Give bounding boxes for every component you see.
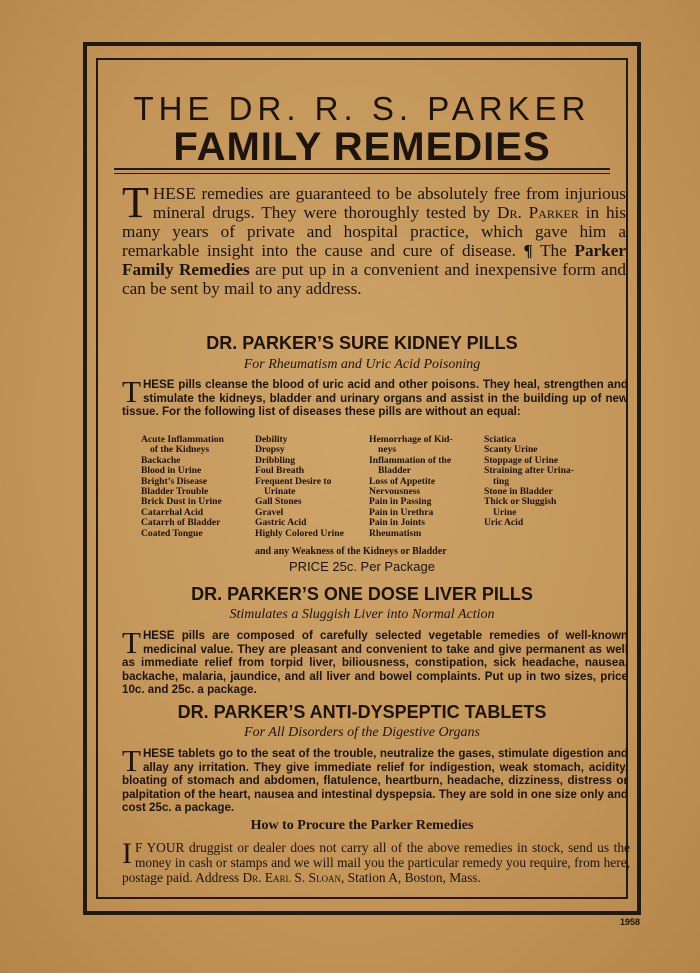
- disease-item: Sciatica: [484, 434, 516, 445]
- disease-item: Highly Colored Urine: [255, 527, 344, 539]
- liver-paragraph: [122, 625, 628, 697]
- procure-dr-sloan: Dr. Earl S. Sloan: [242, 870, 341, 885]
- pilcrow-icon: ¶: [523, 241, 533, 260]
- disease-item: Uric Acid: [484, 517, 524, 529]
- disease-item: Coated Tongue: [141, 527, 203, 539]
- disease-item: Stoppage of Urine: [484, 454, 559, 466]
- disease-column-2: [255, 435, 344, 539]
- disease-item: Dribbling: [255, 454, 295, 466]
- disease-item: Nervousness: [369, 486, 421, 498]
- kidney-dropcap: T: [122, 374, 141, 409]
- disease-item: Pain in Passing: [369, 496, 432, 508]
- disease-item: ting: [493, 475, 509, 487]
- outer-border: [83, 42, 641, 915]
- dyspeptic-subheading: For All Disorders of the Digestive Organs: [244, 725, 480, 740]
- dyspeptic-body: HESE tablets go to the seat of the trouble, neutralize the gases, stimulate digestion and allay any irritation. They give immediate relief for indigestion, weak stomach, acidity, bloating of stomach and abdomen, flatulence, heartburn, headache, dizziness, distress or palpitation of the heart, nausea and intestinal dyspepsia. They are sold in one size only and cost 25c. a package.: [122, 747, 628, 815]
- kidney-price: PRICE 25c. Per Package: [289, 559, 435, 574]
- intro-text-1: HESE remedies are guaranteed to be absolutely free from injurious mineral drugs. They were thoroughly tested by: [152, 184, 626, 222]
- disease-item: Backache: [141, 454, 181, 466]
- title-rule-thin: [114, 173, 610, 174]
- disease-column-4: [484, 435, 574, 529]
- liver-heading: DR. PARKER’S ONE DOSE LIVER PILLS: [191, 584, 533, 604]
- kidney-subheading: For Rheumatism and Uric Acid Poisoning: [243, 357, 481, 372]
- disease-item: Straining after Urina-: [484, 465, 574, 477]
- dyspeptic-dropcap: T: [122, 743, 141, 778]
- intro-text-4: are put up in a convenient and inexpensive form and can be sent by mail to any address.: [122, 260, 627, 298]
- intro-paragraph: [122, 178, 627, 298]
- disease-item: Gall Stones: [255, 496, 302, 508]
- intro-text-3: The: [532, 241, 575, 260]
- inner-border: [96, 58, 628, 899]
- disease-item: Rheumatism: [369, 527, 422, 539]
- disease-item: Thick or Sluggish: [484, 496, 557, 508]
- disease-item: Inflammation of the: [369, 454, 452, 466]
- disease-column-3: [369, 435, 453, 539]
- disease-item: Catarrh of Bladder: [141, 517, 221, 529]
- disease-item: Hemorrhage of Kid-: [369, 434, 453, 445]
- disease-item: Blood in Urine: [141, 465, 202, 477]
- dyspeptic-paragraph: [122, 743, 628, 815]
- procure-text-1: F YOUR druggist or dealer does not carry all of the above remedies in stock, send us the money in cash or stamps and we will mail you the particular remedy you require, from here, postage paid. Address: [122, 840, 630, 885]
- title-rule-thick: [114, 168, 610, 170]
- dyspeptic-heading: DR. PARKER’S ANTI-DYSPEPTIC TABLETS: [177, 702, 547, 722]
- disease-item: Foul Breath: [255, 465, 305, 477]
- intro-brand: Parker Family Remedies: [122, 241, 626, 279]
- disease-item: Acute Inflammation: [141, 434, 224, 445]
- intro-dropcap: T: [122, 178, 149, 227]
- procure-dropcap: I: [122, 837, 132, 870]
- disease-item: Bright’s Disease: [141, 475, 207, 487]
- title-line-1: THE DR. R. S. PARKER: [133, 90, 591, 127]
- disease-item: Debility: [255, 434, 288, 445]
- kidney-body: HESE pills cleanse the blood of uric acid and other poisons. They heal, strengthen and stimulate the kidneys, bladder and urinary organs and assist in the building up of new tissue. For the following list of diseases these pills are without an equal:: [122, 378, 628, 419]
- disease-item: Gastric Acid: [255, 517, 307, 529]
- title-line-2: FAMILY REMEDIES: [173, 125, 551, 169]
- disease-column-1: [141, 435, 224, 539]
- disease-item: of the Kidneys: [150, 444, 210, 456]
- disease-item: Loss of Appetite: [369, 475, 436, 487]
- disease-item: Bladder Trouble: [141, 486, 209, 498]
- procure-text-2: , Station A, Boston, Mass.: [340, 870, 481, 885]
- disease-item: neys: [378, 444, 397, 456]
- disease-item: Brick Dust in Urine: [141, 496, 222, 508]
- liver-body: HESE pills are composed of carefully selected vegetable remedies of well-known medicinal value. They are pleasant and convenient to take and give permanent as well as immediate relief from torpid liver, biliousness, constipation, sick headache, nausea, backache, malaria, jaundice, and all liver and bowel complaints. Put up in two sizes, price 10c. and 25c. a package.: [122, 629, 628, 697]
- procure-heading: How to Procure the Parker Remedies: [250, 818, 474, 833]
- page-number: 1958: [620, 917, 641, 927]
- disease-item: Urine: [493, 506, 517, 518]
- disease-item: Gravel: [255, 506, 284, 518]
- liver-dropcap: T: [122, 625, 141, 660]
- disease-item: Frequent Desire to: [255, 475, 332, 487]
- disease-item: Urinate: [264, 486, 296, 498]
- disease-item: Stone in Bladder: [484, 486, 553, 498]
- kidney-heading: DR. PARKER’S SURE KIDNEY PILLS: [206, 333, 518, 353]
- disease-item: Pain in Urethra: [369, 506, 434, 518]
- disease-item: Dropsy: [255, 444, 285, 456]
- procure-paragraph: [122, 837, 630, 885]
- disease-item: Bladder: [378, 465, 412, 477]
- kidney-weakness: and any Weakness of the Kidneys or Bladder: [255, 546, 447, 557]
- liver-subheading: Stimulates a Sluggish Liver into Normal Action: [229, 607, 495, 622]
- disease-item: Pain in Joints: [369, 517, 425, 529]
- intro-text-2: in his many years of private and hospital practice, which gave him a remarkable insight into the cause and cure of disease.: [122, 203, 626, 260]
- kidney-paragraph: [122, 374, 628, 419]
- disease-item: Catarrhal Acid: [141, 506, 204, 518]
- intro-dr-parker: Dr. Parker: [497, 203, 579, 222]
- disease-item: Scanty Urine: [484, 444, 538, 456]
